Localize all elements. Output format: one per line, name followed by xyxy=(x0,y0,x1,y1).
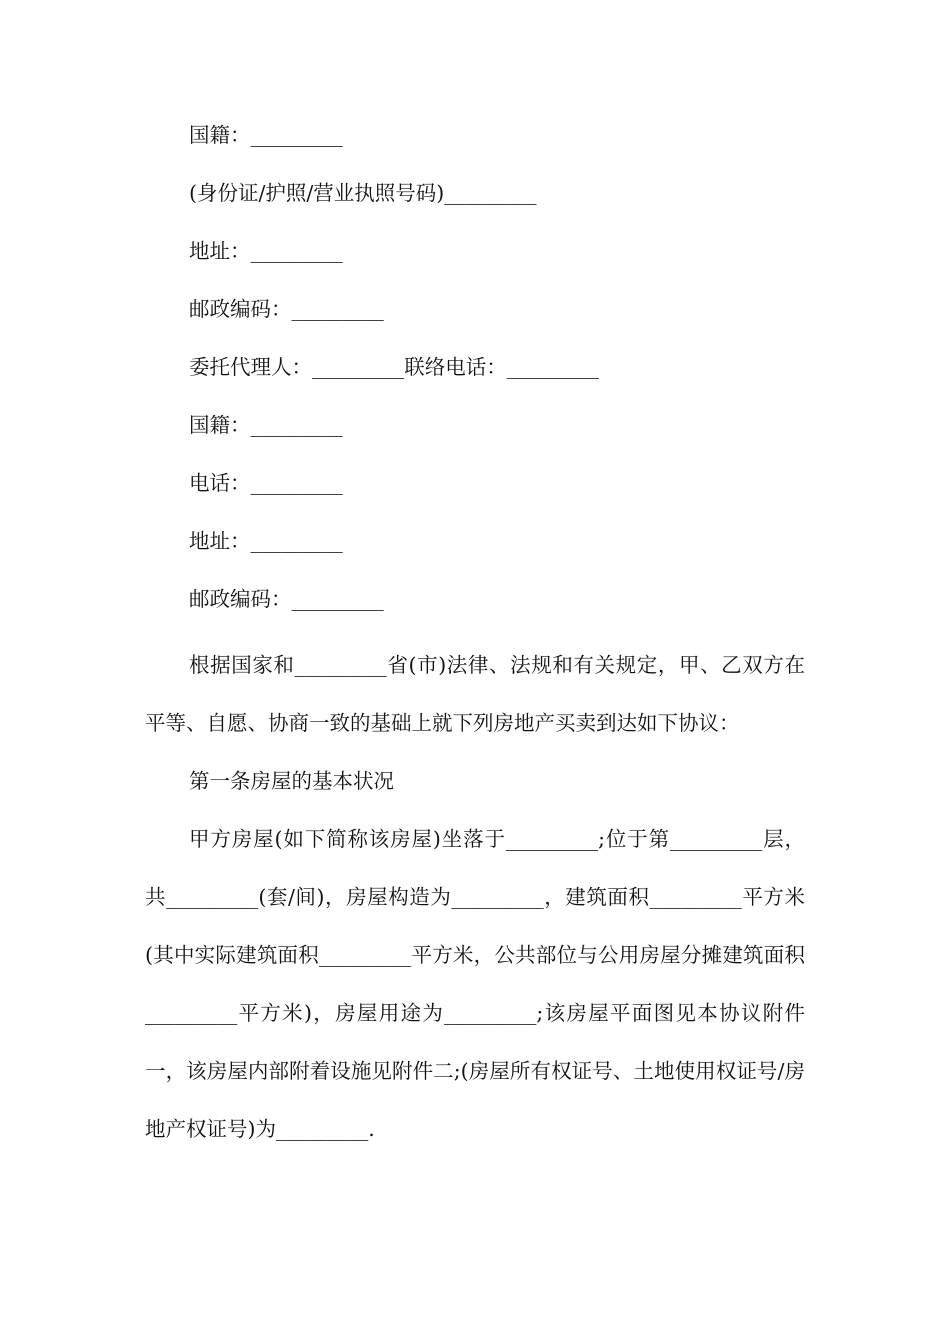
nationality-line-1: 国籍：_________ xyxy=(189,123,343,147)
phone-line: 电话：_________ xyxy=(189,471,343,495)
postal-code-line-1: 邮政编码：_________ xyxy=(189,297,384,321)
address-line-1: 地址：_________ xyxy=(189,239,343,263)
agent-phone-line: 委托代理人：_________联络电话：_________ xyxy=(189,355,599,379)
house-description-paragraph: 甲方房屋(如下简称该房屋)坐落于_________;位于第_________层，共_________(套/间)，房屋构造为_________，建筑面积_________平方米(其中实际建筑面积_________平方米，公共部位与公用房屋分摊建筑面积_________平方米)，房屋用途为_________;该房屋平面图见本协议附件一，该房屋内部附着设施见附件二;(房屋所有权证号、土地使用权证号/房地产权证号)为_________. xyxy=(145,827,805,1141)
address-line-2: 地址：_________ xyxy=(189,529,343,553)
section-title: 第一条房屋的基本状况 xyxy=(189,769,394,793)
nationality-line-2: 国籍：_________ xyxy=(189,413,343,437)
postal-code-line-2: 邮政编码：_________ xyxy=(189,587,384,611)
agreement-paragraph: 根据国家和_________省(市)法律、法规和有关规定，甲、乙双方在平等、自愿、协商一致的基础上就下列房地产买卖到达如下协议： xyxy=(145,653,805,735)
id-number-line: (身份证/护照/营业执照号码)_________ xyxy=(189,181,537,205)
